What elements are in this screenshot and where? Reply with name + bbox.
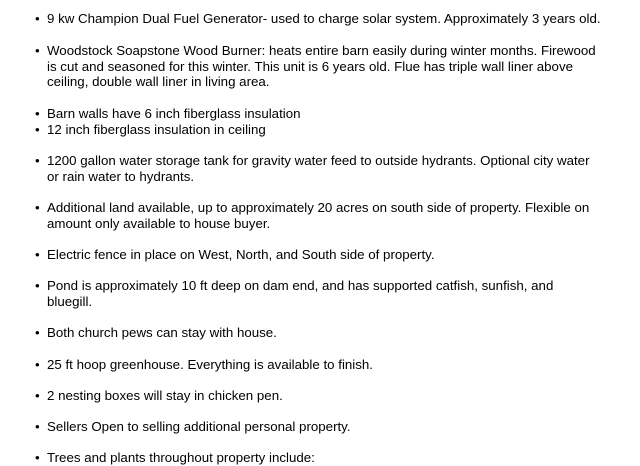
item-text-line: or rain water to hydrants. [47,168,195,184]
bullet: • [35,450,40,465]
item-text-line: Additional land available, up to approximately 20 acres on south side of property. Flexible on [47,200,590,215]
item-text-line: Pond is approximately 10 ft deep on dam end, and has supported catfish, sunfish, and [47,278,554,293]
bullet: • [35,247,40,262]
item-text-line: 12 inch fiberglass insulation in ceiling [47,122,266,137]
item-text-line: bluegill. [47,293,93,309]
bullet: • [35,153,40,168]
bullet: • [35,106,40,121]
item-text-line: 25 ft hoop greenhouse. Everything is available to finish. [47,357,373,372]
bullet: • [35,11,40,26]
item-text-line: Sellers Open to selling additional personal property. [47,419,351,434]
item-text-line: 1200 gallon water storage tank for gravity water feed to outside hydrants. Optional city water [47,153,590,168]
bullet: • [35,357,40,372]
item-text-line: Electric fence in place on West, North, and South side of property. [47,247,435,262]
item-text-line: ceiling, double wall liner in living area. [47,74,270,90]
item-text-line: 9 kw Champion Dual Fuel Generator- used to charge solar system. Approximately 3 years old. [47,11,601,26]
bullet: • [35,200,40,215]
item-text-line: amount only available to house buyer. [47,215,271,231]
item-text-line: is cut and seasoned for this winter. This unit is 6 years old. Flue has triple wall liner above [47,58,573,74]
bullet: • [35,419,40,434]
bullet: • [35,325,40,340]
item-text-line: 2 nesting boxes will stay in chicken pen. [47,388,283,403]
item-text-line: Trees and plants throughout property include: [47,450,315,465]
item-text-line: Both church pews can stay with house. [47,325,277,340]
bullet: • [35,43,40,58]
item-text-line: Woodstock Soapstone Wood Burner: heats entire barn easily during winter months. Firewood [47,43,596,58]
item-text-line: Barn walls have 6 inch fiberglass insulation [47,106,301,121]
bullet: • [35,122,40,137]
bullet: • [35,388,40,403]
bullet: • [35,278,40,293]
